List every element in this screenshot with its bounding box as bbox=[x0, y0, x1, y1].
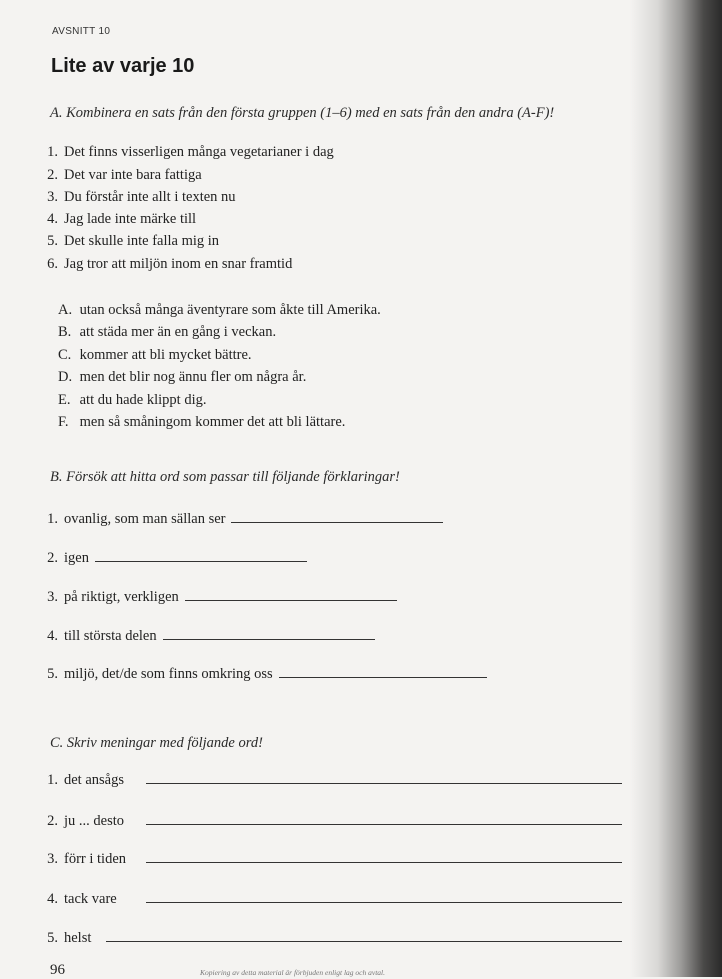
list-item: 6. Jag tror att miljön inom en snar framtid bbox=[47, 256, 293, 272]
answer-line[interactable] bbox=[146, 782, 622, 784]
list-item: 1. Det finns visserligen många vegetarianer i dag bbox=[47, 144, 334, 160]
list-item: 1. det ansågs bbox=[36, 772, 622, 789]
list-item: 2. Det var inte bara fattiga bbox=[47, 167, 202, 183]
list-item: B. att städa mer än en gång i veckan. bbox=[58, 324, 277, 340]
answer-line[interactable] bbox=[95, 560, 307, 562]
list-item: 3. förr i tiden bbox=[36, 851, 622, 868]
answer-line[interactable] bbox=[185, 599, 397, 601]
list-item: 5. helst bbox=[36, 930, 622, 947]
list-item: 2. igen bbox=[36, 550, 307, 567]
list-item: 5. Det skulle inte falla mig in bbox=[47, 233, 220, 249]
book-spine-shadow bbox=[630, 0, 722, 977]
answer-line[interactable] bbox=[106, 940, 622, 942]
answer-line[interactable] bbox=[146, 901, 622, 903]
list-item: 1. ovanlig, som man sällan ser bbox=[36, 511, 443, 528]
section-a-instruction: A. Kombinera en sats från den första gruppen (1–6) med en sats från den andra (A-F)! bbox=[50, 105, 555, 121]
answer-line[interactable] bbox=[146, 861, 622, 863]
list-item: 2. ju ... desto bbox=[36, 813, 622, 830]
answer-line[interactable] bbox=[146, 823, 622, 825]
answer-line[interactable] bbox=[279, 676, 487, 678]
list-item: E. att du hade klippt dig. bbox=[58, 392, 207, 408]
list-item: 4. Jag lade inte märke till bbox=[47, 211, 197, 227]
list-item: 4. till största delen bbox=[36, 628, 375, 645]
page-title: Lite av varje 10 bbox=[51, 55, 195, 77]
section-b-instruction: B. Försök att hitta ord som passar till följande förklaringar! bbox=[50, 469, 400, 485]
list-item: C. kommer att bli mycket bättre. bbox=[58, 347, 252, 363]
section-c-instruction: C. Skriv meningar med följande ord! bbox=[50, 735, 263, 751]
list-item: D. men det blir nog ännu fler om några år. bbox=[58, 369, 307, 385]
page-number: 96 bbox=[50, 962, 65, 978]
list-item: 5. miljö, det/de som finns omkring oss bbox=[36, 666, 487, 683]
list-item: 4. tack vare bbox=[36, 891, 622, 908]
list-item: 3. på riktigt, verkligen bbox=[36, 589, 397, 606]
answer-line[interactable] bbox=[163, 638, 375, 640]
section-label: AVSNITT 10 bbox=[52, 26, 111, 37]
answer-line[interactable] bbox=[231, 521, 443, 523]
copyright-note: Kopiering av detta material är förbjuden enligt lag och avtal. bbox=[200, 968, 385, 977]
list-item: F. men så småningom kommer det att bli lättare. bbox=[58, 414, 346, 430]
list-item: A. utan också många äventyrare som åkte till Amerika. bbox=[58, 302, 381, 318]
list-item: 3. Du förstår inte allt i texten nu bbox=[47, 189, 236, 205]
